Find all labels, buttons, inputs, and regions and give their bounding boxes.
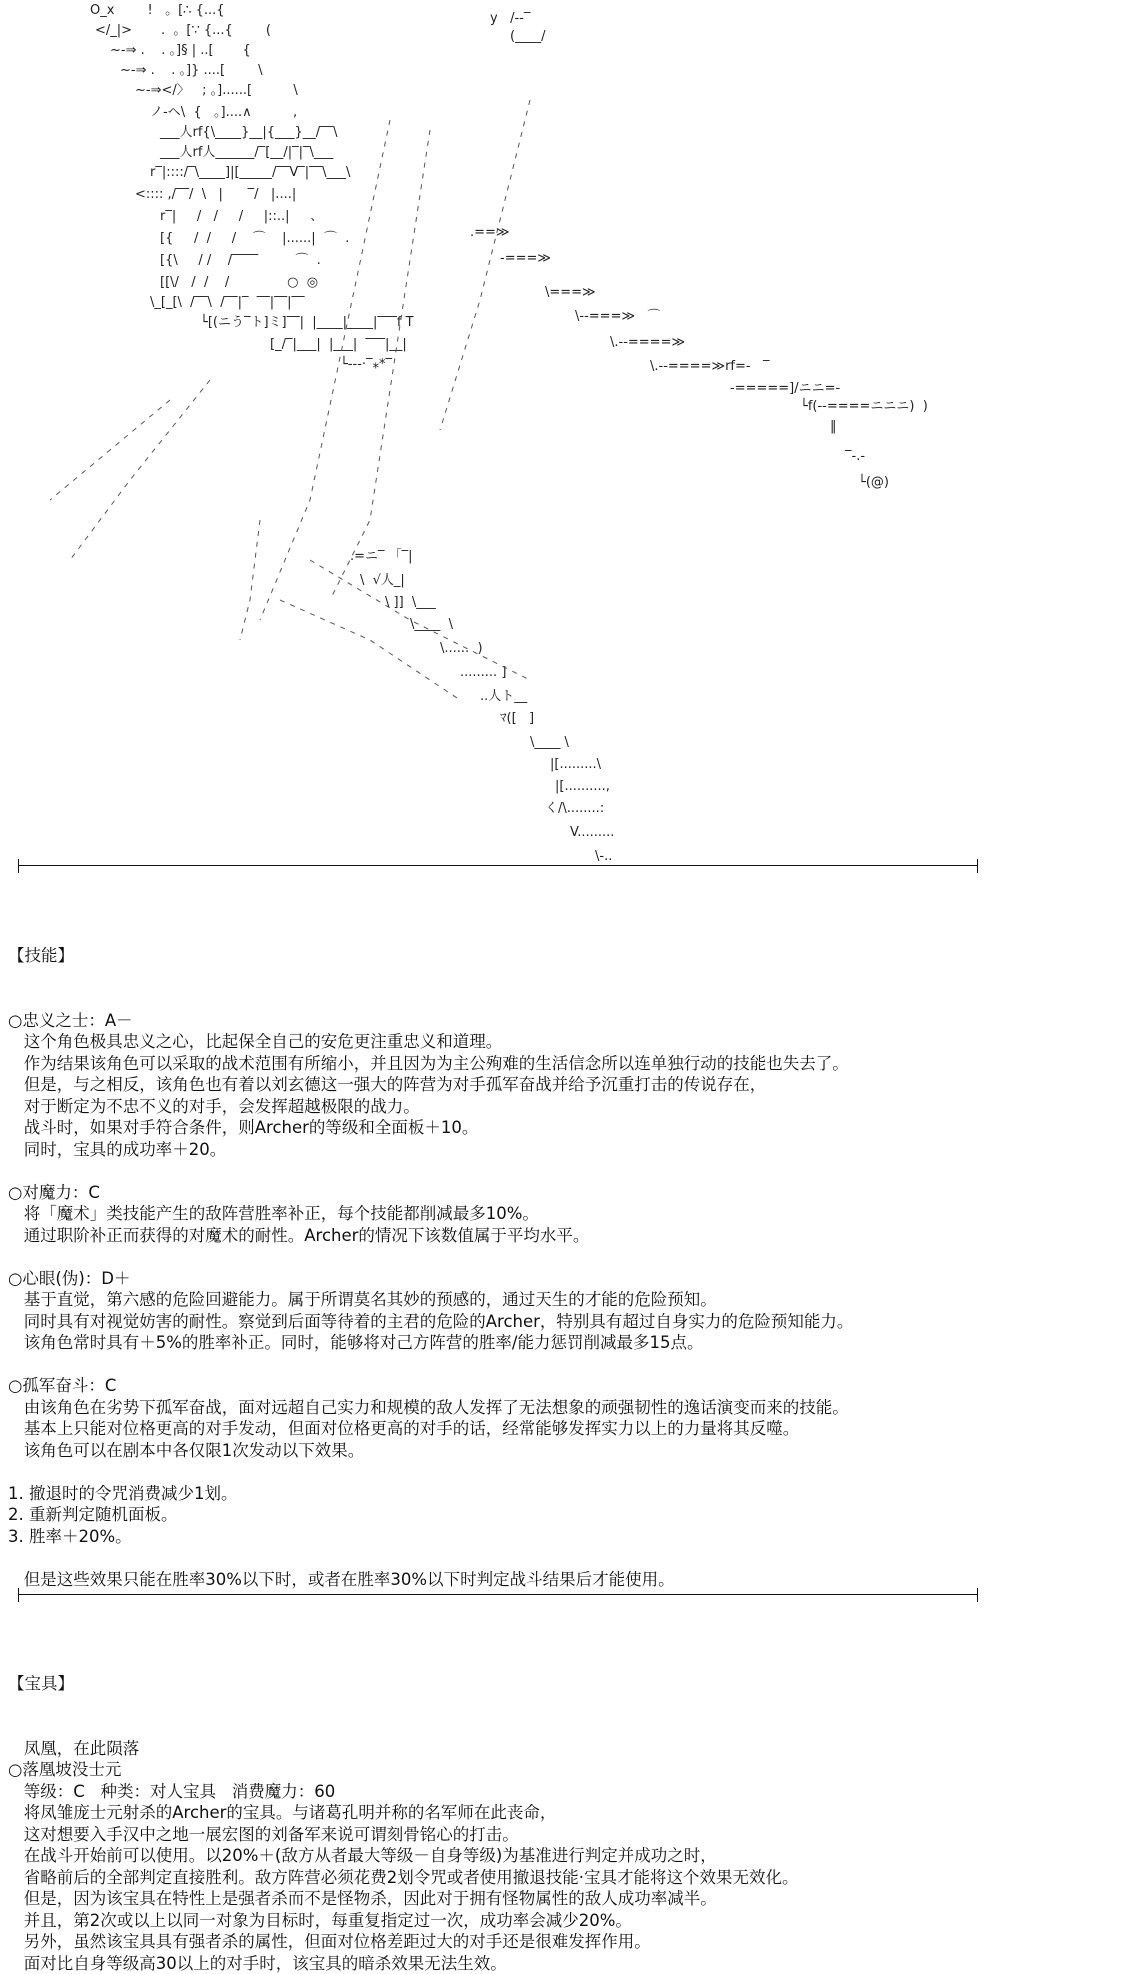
text-line: 在战斗开始前可以使用。以20%＋(敌方从者最大等级－自身等级)为基准进行判定并成功之时， — [8, 1845, 1108, 1867]
section-header: 【宝具】 — [8, 1673, 1108, 1695]
ascii-art-line: く/\........: — [545, 801, 604, 816]
ascii-art-line: |[.........., — [555, 779, 610, 794]
text-line — [8, 1354, 1108, 1376]
ascii-art-line: └(@) — [858, 473, 889, 490]
ascii-art-line: └[(ニう‾ト]ミ]‾‾| |____|____|‾‾‾f T — [200, 313, 414, 330]
text-line: 等级：C 种类：对人宝具 消费魔力：60 — [8, 1781, 1108, 1803]
text-line — [8, 1160, 1108, 1182]
text-line: ○对魔力：C — [8, 1182, 1108, 1204]
text-line: 另外，虽然该宝具具有强者杀的属性，但面对位格差距过大的对手还是很难发挥作用。 — [8, 1931, 1108, 1953]
text-line: 3. 胜率＋20%。 — [8, 1526, 1108, 1548]
text-line: 该角色可以在剧本中各仅限1次发动以下效果。 — [8, 1440, 1108, 1462]
ascii-art-stroke — [50, 400, 170, 500]
text-line: 由该角色在劣势下孤军奋战，面对远超自己实力和规模的敌人发挥了无法想象的顽强韧性的逸话演变而来的技能。 — [8, 1397, 1108, 1419]
text-line: 将凤雏庞士元射杀的Archer的宝具。与诸葛孔明并称的名军师在此丧命， — [8, 1802, 1108, 1824]
ascii-art-line: ___人rf人______/‾[__/|‾|‾\___ — [159, 145, 334, 160]
text-line: 1. 撤退时的令咒消费减少1划。 — [8, 1483, 1108, 1505]
ascii-art-line: [_/‾|___| |___| ‾‾‾|__| — [270, 337, 407, 352]
ascii-art-line: \.--====≫rf=- ‾ — [650, 359, 770, 374]
noble-phantasm-section — [8, 1630, 1108, 1974]
text-line: 但是这些效果只能在胜率30%以下时，或者在胜率30%以下时判定战斗结果后才能使用。 — [8, 1569, 1108, 1591]
ascii-art-line: y /--‾ — [490, 11, 531, 26]
ascii-art-line: └---·‾⁎*‾ — [340, 355, 393, 372]
text-line — [8, 1547, 1108, 1569]
ascii-art-line: -===≫ — [500, 251, 551, 266]
section-header: 【技能】 — [8, 945, 1108, 967]
ascii-art-line: r‾|::::/‾\____]|[_____/‾‾V‾|‾‾\___\ — [150, 165, 351, 180]
text-line: ○孤军奋斗：C — [8, 1375, 1108, 1397]
ascii-art-canvas — [10, 0, 1110, 850]
text-line: 基本上只能对位格更高的对手发动，但面对位格更高的对手的话，经常能够发挥实力以上的力量将其反噬。 — [8, 1418, 1108, 1440]
ascii-art-line: ‾-.- — [844, 449, 865, 464]
text-line: 凤凰，在此陨落 — [8, 1738, 1108, 1760]
text-line: 这对想要入手汉中之地一展宏图的刘备军来说可谓刻骨铭心的打击。 — [8, 1824, 1108, 1846]
text-line: 这个角色极具忠义之心，比起保全自己的安危更注重忠义和道理。 — [8, 1031, 1108, 1053]
text-line: 将「魔术」类技能产生的敌阵营胜率补正，每个技能都削减最多10%。 — [8, 1203, 1108, 1225]
text-line — [8, 988, 1108, 1010]
ascii-art-line: ノ-ヘ\ { 。]....∧ , — [150, 105, 297, 120]
text-line: 作为结果该角色可以采取的战术范围有所缩小，并且因为为主公殉难的生活信念所以连单独行动的技能也失去了。 — [8, 1053, 1108, 1075]
ascii-art-line: ~-⇒ . . 。]} ....[ \ — [120, 63, 263, 78]
ascii-art-line: \ √人_| — [360, 573, 405, 588]
ascii-art-line: \--===≫ ⌒ — [575, 309, 660, 324]
text-line: 同时，宝具的成功率＋20。 — [8, 1139, 1108, 1161]
text-line: 面对比自身等级高30以上的对手时，该宝具的暗杀效果无法生效。 — [8, 1953, 1108, 1974]
ascii-art-line: -=====]/ニニ=- — [730, 381, 840, 396]
text-line: ○忠义之士：A－ — [8, 1010, 1108, 1032]
ascii-art-line: (____/ — [510, 29, 546, 44]
ascii-art-line: |[.........\ — [550, 757, 602, 772]
ascii-art-line: \____ \ — [410, 617, 454, 632]
ascii-art-line: ~-⇒ . . 。]§ | ..[ { — [110, 43, 251, 58]
text-line: 通过职阶补正而获得的对魔术的耐性。Archer的情况下该数值属于平均水平。 — [8, 1225, 1108, 1247]
text-line: ○心眼(伪)：D＋ — [8, 1268, 1108, 1290]
text-line: 基于直觉，第六感的危险回避能力。属于所谓莫名其妙的预感的，通过天生的才能的危险预知。 — [8, 1289, 1108, 1311]
ascii-art-line: ‖ — [830, 419, 837, 434]
divider-rule — [18, 859, 978, 873]
text-line: 该角色常时具有＋5%的胜率补正。同时，能够将对己方阵营的胜率/能力惩罚削减最多15点。 — [8, 1332, 1108, 1354]
ascii-art-line: .=ニ‾ 「‾| — [350, 549, 413, 564]
ascii-art-line: </_|> . 。[∵ {...{ ( — [95, 23, 271, 38]
ascii-art-line: ___人rf{\____}__|{___}__/‾‾\ — [159, 125, 338, 140]
text-line: 但是，因为该宝具在特性上是强者杀而不是怪物杀，因此对于拥有怪物属性的敌人成功率减半。 — [8, 1888, 1108, 1910]
ascii-art-line: \===≫ — [545, 285, 596, 300]
ascii-art-line: <:::: ,/‾‾/ \ | ‾/ |....| — [135, 187, 296, 202]
ascii-art-line: ﾏ([ ] — [500, 711, 534, 726]
text-line: ○落凰坡没士元 — [8, 1759, 1108, 1781]
text-line: 但是，与之相反，该角色也有着以刘玄德这一强大的阵营为对手孤军奋战并给予沉重打击的传说存在， — [8, 1074, 1108, 1096]
ascii-art-line: \____ \ — [530, 735, 570, 750]
ascii-art-line: [[\/ / / / ○ ◎ — [160, 275, 318, 290]
ascii-art-line: [{ / / / ⌒ |......| ⌒ . — [160, 231, 349, 246]
ascii-art-line: \ ]] \___ — [385, 595, 436, 610]
ascii-art-stroke — [280, 600, 460, 700]
ascii-art-stroke — [240, 520, 260, 640]
ascii-art-illustration — [10, 0, 1110, 850]
text-line — [8, 1716, 1108, 1738]
text-line: 对于断定为不忠不义的对手，会发挥超越极限的战力。 — [8, 1096, 1108, 1118]
ascii-art-line: ......... ] — [460, 665, 506, 680]
divider-rule — [18, 1588, 978, 1602]
skills-section — [8, 902, 1108, 1590]
text-line: 2. 重新判定随机面板。 — [8, 1504, 1108, 1526]
ascii-art-line: ..人ト__ — [480, 689, 528, 704]
ascii-art-line: └f(--====ニニニ) ) — [800, 397, 928, 414]
text-line: 同时具有对视觉妨害的耐性。察觉到后面等待着的主君的危险的Archer，特别具有超过自身实力的危险预知能力。 — [8, 1311, 1108, 1333]
ascii-art-line: \_[_[\ /‾‾\ /‾‾|‾ ‾‾|‾‾|‾‾ — [150, 295, 305, 310]
text-line: 省略前后的全部判定直接胜利。敌方阵营必须花费2划令咒或者使用撤退技能·宝具才能将这个效果无效化。 — [8, 1867, 1108, 1889]
text-line: 并且，第2次或以上以同一对象为目标时，每重复指定过一次，成功率会减少20%。 — [8, 1910, 1108, 1932]
ascii-art-line: ~-⇒</〉 ; 。]......[ \ — [135, 83, 298, 98]
ascii-art-line: O_x ! 。[∴ {...{ — [90, 3, 225, 18]
ascii-art-stroke — [70, 380, 210, 560]
ascii-art-line: \...... ) — [440, 641, 483, 656]
ascii-art-line: \.--====≫ — [610, 335, 685, 350]
ascii-art-line: .==≫ — [470, 225, 510, 240]
ascii-art-line: V......... — [570, 825, 614, 840]
text-line — [8, 1461, 1108, 1483]
ascii-art-line: r‾| / / / |::..| 、 — [160, 209, 323, 224]
ascii-art-line: \-.. — [595, 849, 612, 864]
ascii-art-line: [{\ / / /‾‾‾‾ ⌒ . — [160, 253, 321, 268]
text-line: 战斗时，如果对手符合条件，则Archer的等级和全面板＋10。 — [8, 1117, 1108, 1139]
text-line — [8, 1246, 1108, 1268]
